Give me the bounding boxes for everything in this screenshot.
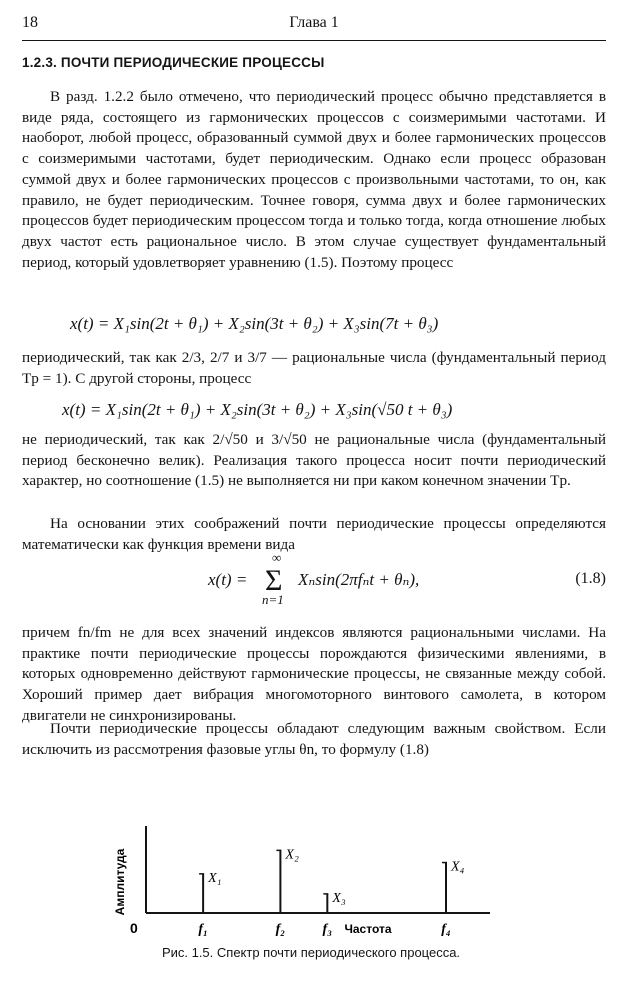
paragraph-2: периодический, так как 2/3, 2/7 и 3/7 — рациональные числа (фундаментальный период Tp = 1). С другой стороны, процесс [22, 349, 606, 387]
frequency-tick-label-3: f₃ [322, 922, 333, 937]
paragraph-6 [22, 719, 606, 760]
paragraph-3: не периодический, так как 2/√50 и 3/√50 не рациональные числа (фундаментальный период бесконечно велик). Реализация такого процесса носит почти периодический характер, но соотношение (1.5) не выполняется ни при каком конечном значении Tp. [22, 431, 606, 490]
y-axis-label: Амплитуда [113, 848, 127, 916]
frequency-tick-label-4: f₄ [441, 922, 451, 937]
summation-equation [22, 550, 606, 620]
sum-symbol: Σ [265, 564, 283, 597]
paragraph-1 [22, 87, 606, 273]
spectrum-chart [110, 818, 510, 948]
x-axis-label: Частота [344, 922, 392, 936]
running-head: Глава 1 [289, 14, 339, 31]
amplitude-label-2: X₂ [285, 847, 299, 863]
amplitude-label-1: X₁ [208, 870, 222, 886]
equation-3-lhs: x(t) = [208, 570, 248, 589]
paragraph-4-text: На основании этих соображений почти периодические процессы определяются математически как функция времени вида [22, 515, 606, 553]
origin-label: 0 [130, 920, 138, 936]
equation-2: x(t) = X₁sin(2t + θ₁) + X₂sin(3t + θ₂) + X₃sin(√50 t + θ₃) [62, 400, 453, 419]
paragraph-5: причем fn/fm не для всех значений индексов являются рациональными числами. На практике почти периодические процессы порождаются физическими явлениями, в которых одновременно действуют гармонические процессы, не связанные между собой. Хороший пример дает вибрация многомоторного винтового самолета, в котором двигатели не синхронизированы. [22, 624, 606, 724]
frequency-tick-label-2: f₂ [275, 922, 286, 937]
equation-3 [22, 550, 606, 620]
frequency-tick-label-1: f₁ [198, 922, 208, 937]
page-number: 18 [22, 14, 38, 31]
amplitude-label-3: X₃ [332, 890, 346, 906]
equation-number: (1.8) [575, 570, 606, 587]
equation-1: x(t) = X₁sin(2t + θ₁) + X₂sin(3t + θ₂) + X₃sin(7t + θ₃) [70, 314, 439, 333]
figure-caption: Рис. 1.5. Спектр почти периодического процесса. [161, 945, 461, 960]
paragraph-1-text: В разд. 1.2.2 было отмечено, что периодический процесс обычно представляется в виде ряда, состоящего из гармонических процессов с соизмеримыми частотами. И наоборот, любой процесс, образованный суммой двух и более гармонических процессов с соизмеримыми частотами, будет периодическим. Однако если процесс образован суммой двух и более гармонических процессов с произвольными частотами, то он, как правило, не будет периодическим. Точнее говоря, сумма двух и более гармонических процессов будет периодическим процессом тогда и только тогда, когда отношение любых двух частот есть рациональное число. В этом случае существует фундаментальный период, который удовлетворяет уравнению (1.5). Поэтому процесс [22, 88, 606, 271]
amplitude-label-4: X₄ [451, 859, 465, 875]
sum-lower-limit: n=1 [262, 592, 284, 607]
paragraph-4 [22, 514, 606, 555]
spectrum-marks [198, 847, 464, 937]
equation-3-body: Xₙsin(2πfₙt + θₙ), [298, 570, 420, 589]
spectrum-figure [110, 818, 510, 948]
page-header [22, 10, 606, 36]
header-rule [22, 40, 606, 41]
sum-upper-limit: ∞ [272, 550, 282, 565]
paragraph-6-text: Почти периодические процессы обладают следующим важным свойством. Если исключить из рассмотрения фазовые углы θn, то формулу (1.8) [22, 720, 606, 758]
section-title: 1.2.3. ПОЧТИ ПЕРИОДИЧЕСКИЕ ПРОЦЕССЫ [22, 55, 325, 70]
